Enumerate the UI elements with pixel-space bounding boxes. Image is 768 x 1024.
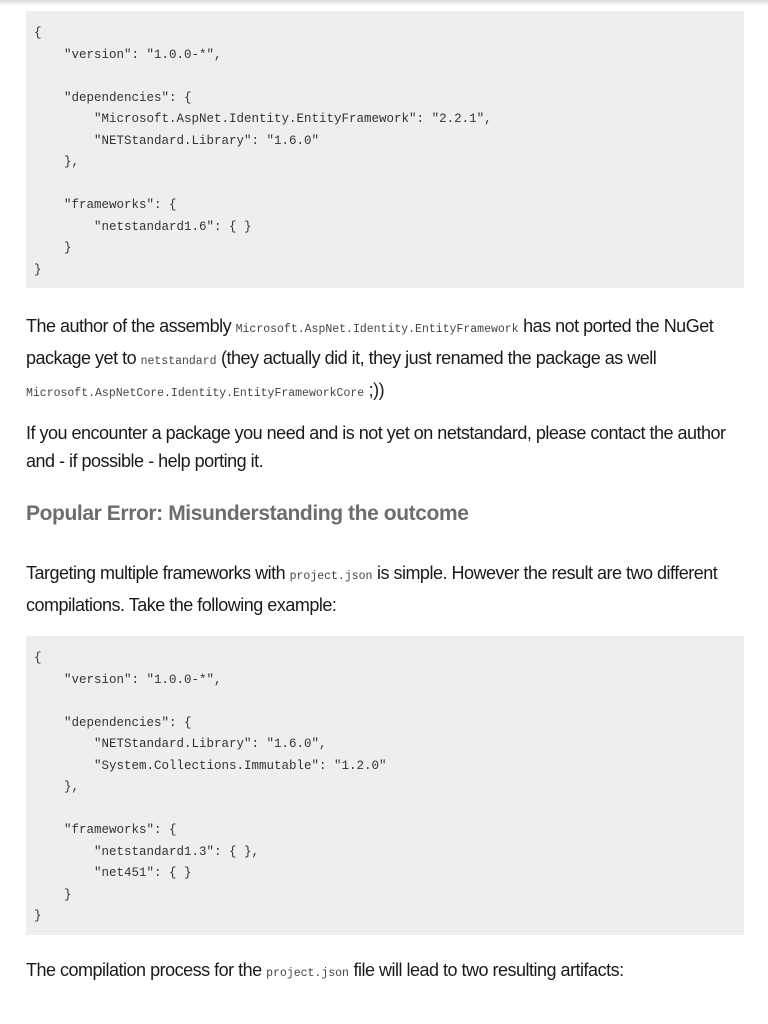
para-text: Targeting multiple frameworks with	[26, 563, 290, 583]
code-line	[34, 174, 744, 196]
code-block-project-json-1	[26, 11, 744, 288]
code-line	[34, 66, 744, 88]
para-text: is simple. However the result are two different compilations. Take the following example:	[26, 563, 718, 615]
para-text: file will lead to two resulting artifacts:	[348, 960, 624, 980]
paragraph-encounter-package	[26, 419, 744, 475]
code-line: "dependencies": {	[34, 90, 192, 105]
code-line: "version": "1.0.0-*",	[34, 47, 222, 62]
code-line: "dependencies": {	[34, 715, 192, 730]
code-line: "NETStandard.Library": "1.6.0"	[34, 133, 320, 148]
code-line	[34, 691, 744, 713]
para-text: ;))	[364, 380, 385, 400]
code-line: }	[34, 262, 42, 277]
code-line: }	[34, 887, 72, 902]
code-line	[34, 799, 744, 821]
inline-code-project-json: project.json	[266, 967, 349, 980]
inline-code-package: Microsoft.AspNetCore.Identity.EntityFrameworkCore	[26, 387, 365, 400]
code-line: "frameworks": {	[34, 823, 177, 837]
paragraph-targeting-frameworks	[26, 559, 744, 619]
code-line: "System.Collections.Immutable": "1.2.0"	[34, 758, 387, 773]
inline-code-netstandard: netstandard	[140, 355, 217, 368]
inline-code-assembly: Microsoft.AspNet.Identity.EntityFramework	[235, 323, 519, 336]
code-block-project-json-2	[26, 636, 744, 935]
paragraph-compilation-process	[26, 956, 744, 988]
code-line: },	[34, 780, 80, 794]
code-line: }	[34, 909, 42, 923]
code-line: "Microsoft.AspNet.Identity.EntityFramework": "2.2.1",	[34, 112, 492, 126]
top-shadow	[0, 0, 768, 6]
code-line: {	[34, 26, 42, 40]
code-line: "net451": { }	[34, 866, 192, 880]
section-heading: Popular Error: Misunderstanding the outcome	[26, 502, 469, 525]
para-text: The compilation process for the	[26, 960, 267, 980]
para-text: The author of the assembly	[26, 316, 236, 336]
code-line: },	[34, 155, 80, 169]
code-line: "netstandard1.6": { }	[34, 219, 252, 234]
code-line: }	[34, 241, 72, 255]
code-line: "NETStandard.Library": "1.6.0",	[34, 737, 327, 751]
code-line: "frameworks": {	[34, 198, 177, 212]
paragraph-assembly-author	[26, 312, 744, 408]
code-line: "version": "1.0.0-*",	[34, 672, 222, 687]
para-text: has not ported the NuGet package yet to	[26, 316, 714, 368]
inline-code-project-json: project.json	[289, 570, 373, 583]
code-line: "netstandard1.3": { },	[34, 844, 260, 859]
para-text: If you encounter a package you need and is not yet on netstandard, please contact the author and - if possible - help porting it.	[26, 423, 726, 471]
code-line: {	[34, 651, 42, 665]
para-text: (they actually did it, they just renamed the package as well	[216, 348, 657, 368]
